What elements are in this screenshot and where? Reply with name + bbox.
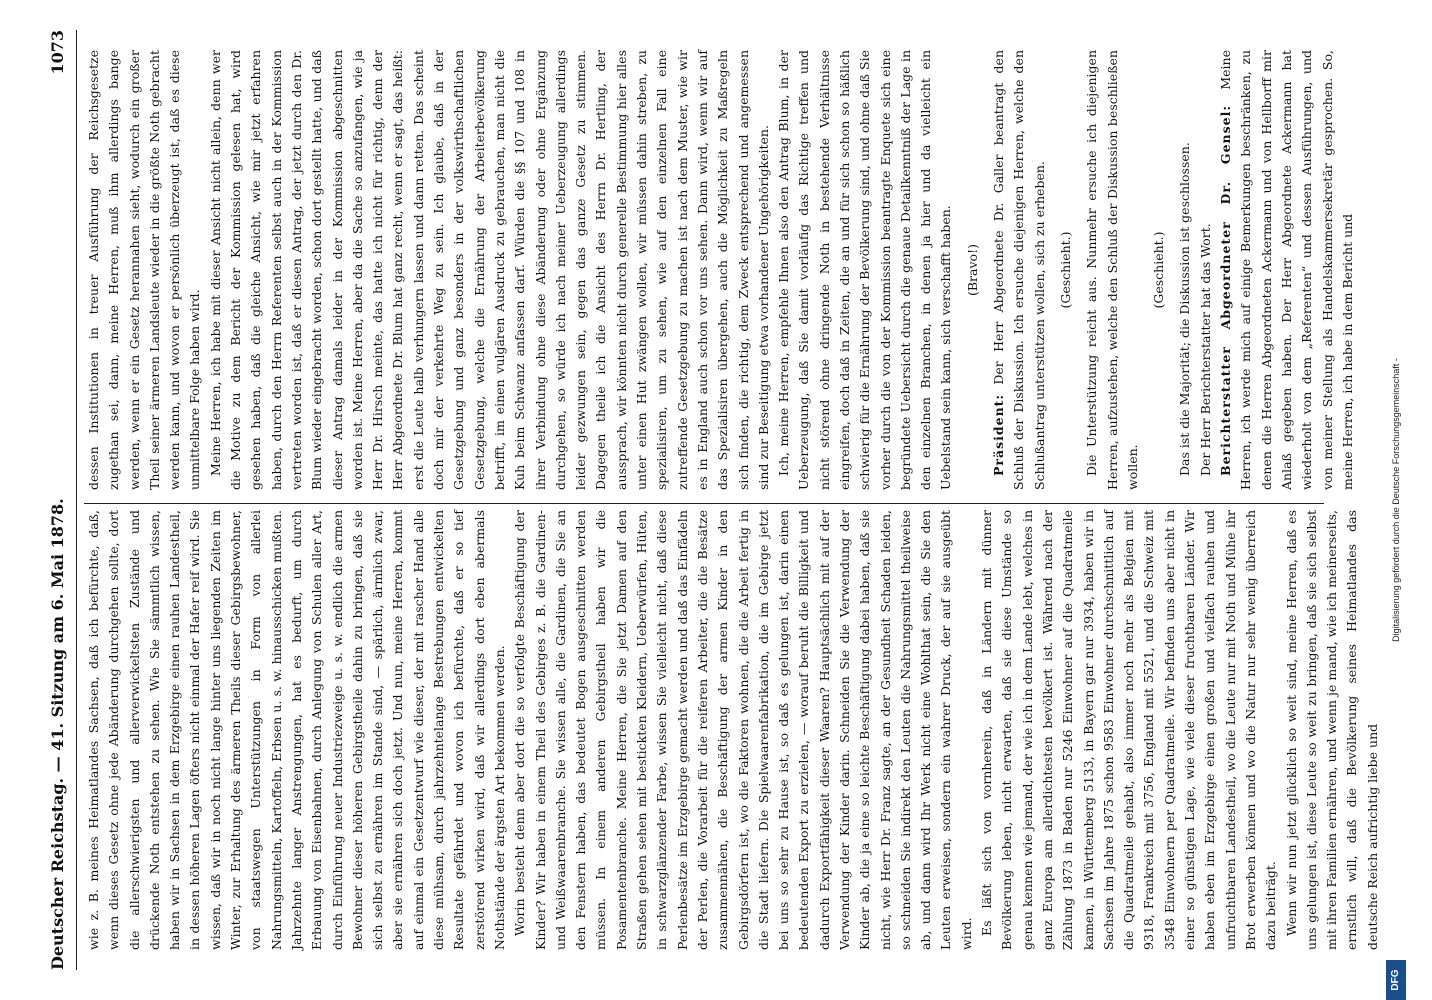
page-number: 1073 (48, 30, 67, 75)
stage-direction: (Bravo!) (964, 244, 980, 296)
header-rule (76, 30, 77, 970)
speaker-label: Berichterstatter Abgeordneter Dr. Gensel: (1218, 105, 1234, 476)
paragraph: Meine Herren, ich habe mit dieser Ansicht nicht allein, denn wer die Motive zu dem Bericht der Kommission gelesen hat, wird gesehen haben, daß die gleiche Ansicht, wie mir jetzt erfahren haben, durch den Herrn Referenten selbst auch in der Kommission vertreten worden ist, daß er diesen Antrag, der jetzt durch den Dr. Blum wieder eingebracht worden, schon dort gestellt hatte, und daß dieser Antrag damals leider in der Kommission abgeschnitten worden ist. Meine Herren, aber da die Sache so anzufangen, wie ja Herr Dr. Hirsch meinte, das hatte ich nicht für richtig, denn der Herr Abgeordnete Dr. Blum hat ganz recht, wenn er sagt, das heißt: erst die Leute halb verhungern lassen und dann retten. Das scheint doch mir der verkehrte Weg zu sein. Ich glaube, daß in der Gesetzgebung und ganz besonders in der volkswirthschaftlichen Gesetzgebung, welche die Ernährung der Arbeiterbevölkerung betrifft, im einen vulgären Ausdruck zu gebrauchen, man nicht die Kuh beim Schwanz anfassen darf. Würden die §§ 107 und 108 in ihrer Verbindung ohne diese Abänderung oder ohne Ergänzung durchgehen, so würde ich nach meiner Ueberzeugung allerdings leider gezwungen sein, gegen das ganze Gesetz zu stimmen. Dagegen theile ich die Ansicht des Herrn Dr. Hertling, der aussprach, wir könnten nicht durch generelle Bestimmung hier alles unter einen Hut zwängen wollen, wir müssen dahin streben, zu spezialisiren, um zu sehen, wie auf den einzelnen Fall eine zutreffende Gesetzgebung zu machen ist nach dem Muster, wie wir es in England auch schon vor uns sehen. Dann wird, wenn wir auf das Spezialisiren übergehen, auch die Möglichkeit zu Maßregeln sich finden, die richtig, dem Zweck entsprechend und angemessen sind zur Beseitigung etwa vorhandener Ungehörigkeiten. (207, 50, 771, 490)
digitization-credit: Digitalisierung gefördert durch die Deutsche Forschungsgemeinschaft - (1391, 358, 1401, 642)
paragraph: Die Unterstützung reicht aus. Nunmehr ersuche ich diejenigen Herren, aufzustehen, welche den Schluß der Diskussion beschließen wollen. (1084, 50, 1140, 490)
right-column (84, 50, 1355, 490)
paragraph: Es läßt sich von vornherein, daß in Ländern mit dünner Bevölkerung leben, nicht erwarten, daß sie diese Umstände so genau kennen wie jemand, der wie ich in dem Lande lebt, welches in ganz Europa am allerdichtesten bevölkert ist. Während nach der Zählung 1873 in Baden nur 5246 Einwohner auf die Quadratmeile kamen, in Württemberg 5133, in Bayern gar nur 3934, haben wir in Sachsen im Jahre 1875 schon 9583 Einwohner durchschnittlich auf die Quadratmeile gehabt, also immer noch mehr als Belgien mit 9318, Frankreich mit 3756, England mit 5521, und die Schweiz mit 3548 Einwohnern per Quadratmeile. Wir befinden uns aber nicht in einer so günstigen Lage, wie viele dieser fruchtbaren Länder. Wir haben eben im Erzgebirge einen großen und vielfach rauhen und unfruchtbaren Landestheil, wo die Leute nur mit Noth und Mühe ihr Brot erwerben können und wo die Natur nur sehr wenig überreich dazu beiträgt. (979, 510, 1279, 950)
paragraph: Das ist die Majorität; die Diskussion ist geschlossen. (1177, 142, 1193, 476)
dfg-logo: DFG (1386, 960, 1406, 1000)
paragraph: dessen Institutionen in treuer Ausführung der Reichsgesetze zugethan sei, dann, meine Herren, muß ihm allerdings bange werden, wenn er ein Gesetz herannahen sieht, wodurch ein großer Theil seiner ärmeren Landsleute wieder in die größte Noth gebracht werden kann, und wovon er persönlich überzeugt ist, daß es diese unmittelbare Folge haben wird. (86, 50, 203, 490)
speaker-label: Präsident: (991, 393, 1007, 476)
paragraph: Ich, meine Herren, empfehle Ihnen also den Antrag Blum, in der Ueberzeugung, daß Sie damit vorläufig das Richtige treffen und nicht störend ohne dringende Noth in bestehende Verhältnisse eingreifen, doch daß in Zeiten, die an und für sich schon so häßlich schwierig für die Ernährung der Bevölkerung sind, und ohne daß Sie vorher durch die von der Kommission beantragte Enquete sich eine begründete Uebersicht durch die genaue Detailkenntniß der Lage in den einzelnen Branchen, in denen ja hier und da vielleicht ein Uebelstand sein kann, sich verschafft haben. (776, 50, 954, 490)
stage-direction: (Geschieht.) (1057, 231, 1073, 309)
paragraph (1216, 50, 1358, 490)
paragraph: Wenn wir nun jetzt glücklich so weit sind, meine Herren, daß es uns gelungen ist, diese Leute so weit zu bringen, daß sie sich selbst mit ihren Familien ernähren, und wenn je mand, wie ich meinerseits, ernstlich will, daß die Bevölkerung seines Heimatlandes das deutsche Reich aufrichtig liebe und (1283, 510, 1380, 950)
speech-text: Meine Herren, ich werde mich auf einige Bemerkungen beschränken, zu denen die Herren Abgeordneten Ackermann und von Hellborff mir Anlaß gegeben haben. Der Herr Abgeordnete Ackermann hat wiederholt von dem „Referenten“ und dessen Ausführungen, und von meiner Stellung als Handelskammersekretär gesprochen. So, meine Herren, ich habe in dem Bericht und (1218, 50, 1355, 490)
stage-direction: (Geschieht.) (1151, 231, 1167, 309)
page-header (44, 20, 74, 980)
running-head: Deutscher Reichstag. — 41. Sitzung am 6. Mai 1878. (48, 498, 67, 970)
paragraph: wie z. B. meines Heimatlandes Sachsen, daß ich befürchte, daß, wenn dieses Gesetz ohne jede Abänderung durchgehen sollte, dort die allerschwierigsten und allerverwickeltsten Zustände und drückende Noth entstehen zu sehen. Wie Sie sämmtlich wissen, haben wir in Sachsen in dem Erzgebirge einen rauhen Landestheil, in dessen höheren Lagen öfters nicht einmal der Hafer reif wird. Sie wissen, daß wir in noch nicht lange hinter uns liegenden Zeiten im Winter, zur Erhaltung des ärmeren Theils dieser Gebirgsbewohner, von staatswegen Unterstützungen in Form von allerlei Nahrungsmitteln, Kartoffeln, Erbsen u. s. w. hinausschicken mußten. Jahrzehnte langer Anstrengungen, hat es bedurft, um durch Erbauung von Eisenbahnen, durch Anlegung von Schulen aller Art, durch Einführung neuer Industriezweige u. s. w. endlich die armen Bewohner dieser höheren Gebirgstheile dahin zu bringen, daß sie sich selbst zu ernähren im Stande sind, — spärlich, ärmlich zwar, aber sie ernähren sich doch jetzt. Und nun, meine Herren, kommt auf einmal ein Gesetzentwurf wie dieser, der mit rascher Hand alle diese mühsam, durch jahrzehntelange Bestrebungen entwickelten Resultate gefährdet und wovon ich befürchte, daß er so tief zerstörend wirken wird, daß wir allerdings dort eben abermals Nothstände der ärgsten Art bekommen werden. (86, 510, 507, 950)
column-divider (84, 503, 1324, 504)
left-column (84, 510, 1380, 950)
paragraph (989, 50, 1050, 490)
paragraph: Der Herr Berichterstatter hat das Wort. (1197, 223, 1213, 476)
paragraph: Worin besteht denn aber dort die so verfolgte Beschäftigung der Kinder? Wir haben in einem Theil des Gebirges z. B. die Gardinen- und Weißwaarenbranche. Sie wissen alle, die Gardinen, die Sie an den Fenstern haben, das bedeutet Bogen ausgeschnitten werden müssen. In einem anderen Gebirgstheil haben wir die Posamentenbranche. Meine Herren, die Sie jetzt Damen auf den Straßen gehen sehen mit bestickten Kleidern, Ueberwürfen, Hüten, in schwarzglänzender Farbe, wissen Sie vielleicht nicht, daß diese Perlenbesätze im Erzgebirge gemacht werden und daß das Einfädeln der Perlen, die Vorarbeit für die reiferen Arbeiter, die die Besätze zusammennähen, die Beschäftigung der armen Kinder in den Gebirgsdörfern ist, wo die Faktoren wohnen, die die Arbeit fertig in die Stadt liefern. Die Spielwaarenfabrikation, die im Gebirge jetzt bei uns so sehr zu Hause ist, so daß es gelungen ist, darin einen bedeutenden Export zu erzielen, — worauf beruht die Billigkeit und dadurch Exportfähigkeit dieser Waaren? Hauptsächlich mit auf der Verwendung der Kinder darin. Schneiden Sie die Verwendung der Kinder ab, die ja eine so leichte Beschäftigung dabei haben, daß sie nicht, wie Herr Dr. Franz sagte, an der Gesundheit Schaden leiden, so schneiden Sie indirekt den Leuten die Nahrungsmittel theilweise ab, und dann wird Ihr Werk nicht eine Wohlthat sein, die Sie den Leuten erweisen, sondern ein wahrer Druck, der auf sie ausgeübt wird. (512, 510, 974, 950)
speech-text: Der Herr Abgeordnete Dr. Galler beantragt den Schluß der Diskussion. Ich ersuche diejenigen Herren, welche den Schlußantrag unterstützen wollen, sich zu erheben. (991, 50, 1047, 490)
